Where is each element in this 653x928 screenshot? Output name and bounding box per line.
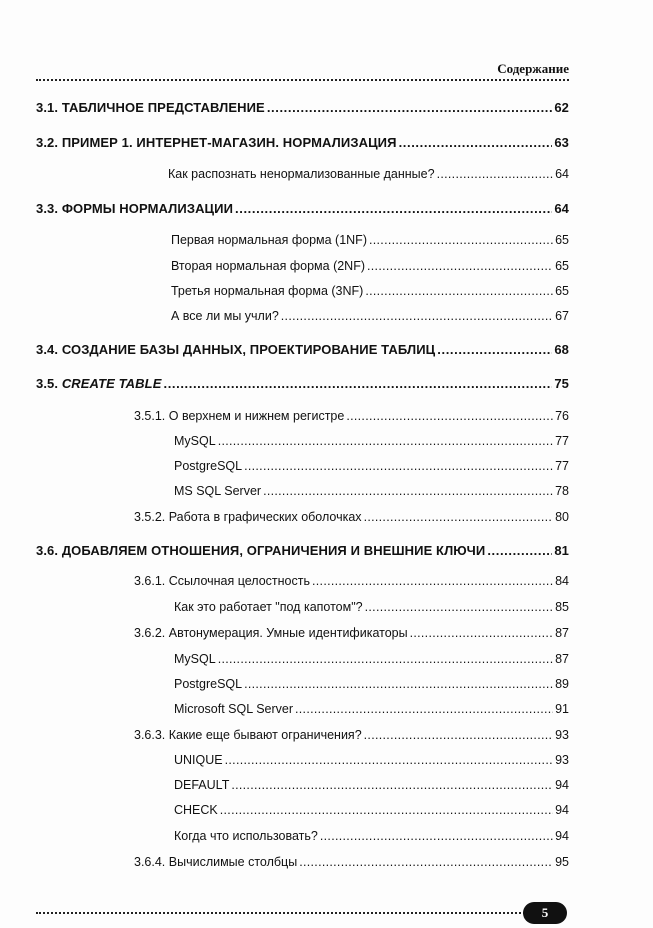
toc-page-number: 87 [555,626,569,640]
dot-leader [218,434,553,448]
dot-leader [220,803,553,817]
toc-page-number: 77 [555,434,569,448]
toc-entry-3-6-4[interactable] [134,855,569,869]
dot-leader [437,342,552,357]
toc-page-number: 63 [554,135,569,150]
toc-entry-3-6[interactable] [36,543,569,558]
dot-leader [346,409,553,423]
toc-entry-subsection[interactable] [174,677,569,691]
dot-leader [320,829,553,843]
toc-entry-label: 3.6.2. Автонумерация. Умные идентификаторы [134,626,408,640]
toc-entry-subsection[interactable] [174,753,569,767]
toc-entry-label: А все ли мы учли? [171,309,279,323]
toc-page-number: 85 [555,600,569,614]
toc-page-number: 87 [555,652,569,666]
dot-leader [437,167,554,181]
dot-leader [369,233,553,247]
toc-entry-label: 3.5.1. О верхнем и нижнем регистре [134,409,345,423]
toc-page-number: 80 [555,510,569,524]
dot-leader [225,753,553,767]
toc-entry-3-5-2[interactable] [134,510,569,524]
toc-entry-label: MS SQL Server [174,484,262,498]
dot-leader [281,309,553,323]
toc-entry-label: Первая нормальная форма (1NF) [171,233,367,247]
toc-entry-3-6-3[interactable] [134,728,569,742]
toc-entry-label: 3.6. ДОБАВЛЯЕМ ОТНОШЕНИЯ, ОГРАНИЧЕНИЯ И ВНЕШНИЕ КЛЮЧИ [36,543,486,558]
toc-entry-3-3[interactable] [36,201,569,216]
toc-page-number: 95 [555,855,569,869]
toc-entry-3-6-1[interactable] [134,574,569,588]
toc-page-number: 68 [554,342,569,357]
dot-leader [364,510,554,524]
toc-entry-subsection[interactable] [168,167,569,181]
toc-entry-subsection[interactable] [174,829,569,843]
toc-page-number: 76 [555,409,569,423]
toc-entry-label: Вторая нормальная форма (2NF) [171,259,366,273]
toc-entry-subsection[interactable] [171,259,569,273]
dot-leader [267,100,553,115]
toc-entry-label: Как это работает "под капотом"? [174,600,363,614]
toc-page-number: 65 [555,259,569,273]
dot-leader [295,702,553,716]
dot-leader [364,728,553,742]
dot-leader [312,574,553,588]
dot-leader [399,135,553,150]
toc-entry-label: 3.5.2. Работа в графических оболочках [134,510,362,524]
toc-page-number: 84 [555,574,569,588]
toc-entry-subsection[interactable] [174,484,569,498]
toc-entry-label: DEFAULT [174,778,230,792]
toc-entry-subsection[interactable] [171,233,569,247]
toc-entry-3-5[interactable] [36,376,569,391]
toc-entry-subsection[interactable] [174,778,569,792]
dot-leader [365,284,553,298]
toc-page-number: 75 [554,376,569,391]
toc-page-number: 65 [555,284,569,298]
toc-entry-label: 3.4. СОЗДАНИЕ БАЗЫ ДАННЫХ, ПРОЕКТИРОВАНИЕ ТАБЛИЦ [36,342,436,357]
toc-entry-label: MySQL [174,434,216,448]
toc-entry-subsection[interactable] [174,702,569,716]
toc-entry-3-5-1[interactable] [134,409,569,423]
toc-page-number: 81 [554,543,569,558]
dot-leader [487,543,552,558]
running-header: Содержание [497,61,569,76]
toc-entry-label: UNIQUE [174,753,223,767]
toc-entry-subsection[interactable] [174,600,569,614]
dot-leader [263,484,553,498]
toc-entry-subsection[interactable] [171,309,569,323]
toc-page-number: 78 [555,484,569,498]
toc-entry-label: 3.2. ПРИМЕР 1. ИНТЕРНЕТ-МАГАЗИН. НОРМАЛИЗАЦИЯ [36,135,397,150]
toc-entry-label: 3.6.1. Ссылочная целостность [134,574,310,588]
toc-entry-subsection[interactable] [174,459,569,473]
toc-entry-label: 3.6.3. Какие еще бывают ограничения? [134,728,362,742]
toc-page-number: 89 [555,677,569,691]
toc-page-number: 93 [555,728,569,742]
toc-entry-subsection[interactable] [171,284,569,298]
toc-entry-3-2[interactable] [36,135,569,150]
toc-entry-label: Как распознать ненормализованные данные? [168,167,435,181]
toc-entry-3-6-2[interactable] [134,626,569,640]
toc-page-number: 93 [555,753,569,767]
toc-entry-subsection[interactable] [174,803,569,817]
toc-entry-label: 3.1. ТАБЛИЧНОЕ ПРЕДСТАВЛЕНИЕ [36,100,265,115]
toc-entry-label: 3.6.4. Вычислимые столбцы [134,855,298,869]
toc-page-number: 65 [555,233,569,247]
toc-entry-3-1[interactable] [36,100,569,115]
dot-leader [244,677,553,691]
toc-page-number: 91 [555,702,569,716]
header-divider [36,79,569,81]
toc-entry-3-4[interactable] [36,342,569,357]
toc-entry-label: Третья нормальная форма (3NF) [171,284,364,298]
dot-leader [367,259,553,273]
toc-entry-subsection[interactable] [174,434,569,448]
dot-leader [235,201,552,216]
toc-page-number: 94 [555,778,569,792]
toc-entry-label: PostgreSQL [174,459,243,473]
dot-leader [244,459,553,473]
dot-leader [218,652,553,666]
toc-page-number: 62 [554,100,569,115]
toc-page-number: 94 [555,829,569,843]
footer-divider [36,912,553,914]
page-number-badge: 5 [523,902,567,924]
toc-entry-label: 3.5. CREATE TABLE [36,376,162,391]
toc-page-number: 67 [555,309,569,323]
toc-entry-label: 3.3. ФОРМЫ НОРМАЛИЗАЦИИ [36,201,234,216]
toc-entry-label: Microsoft SQL Server [174,702,294,716]
toc-page-number: 64 [554,201,569,216]
dot-leader [163,376,552,391]
dot-leader [410,626,554,640]
toc-entry-label: Когда что использовать? [174,829,318,843]
toc-page-number: 64 [555,167,569,181]
toc-page-number: 77 [555,459,569,473]
toc-entry-label: MySQL [174,652,216,666]
toc-entry-label: PostgreSQL [174,677,243,691]
dot-leader [299,855,553,869]
dot-leader [365,600,553,614]
toc-entry-subsection[interactable] [174,652,569,666]
toc-entry-label: CHECK [174,803,218,817]
dot-leader [231,778,553,792]
toc-page-number: 94 [555,803,569,817]
